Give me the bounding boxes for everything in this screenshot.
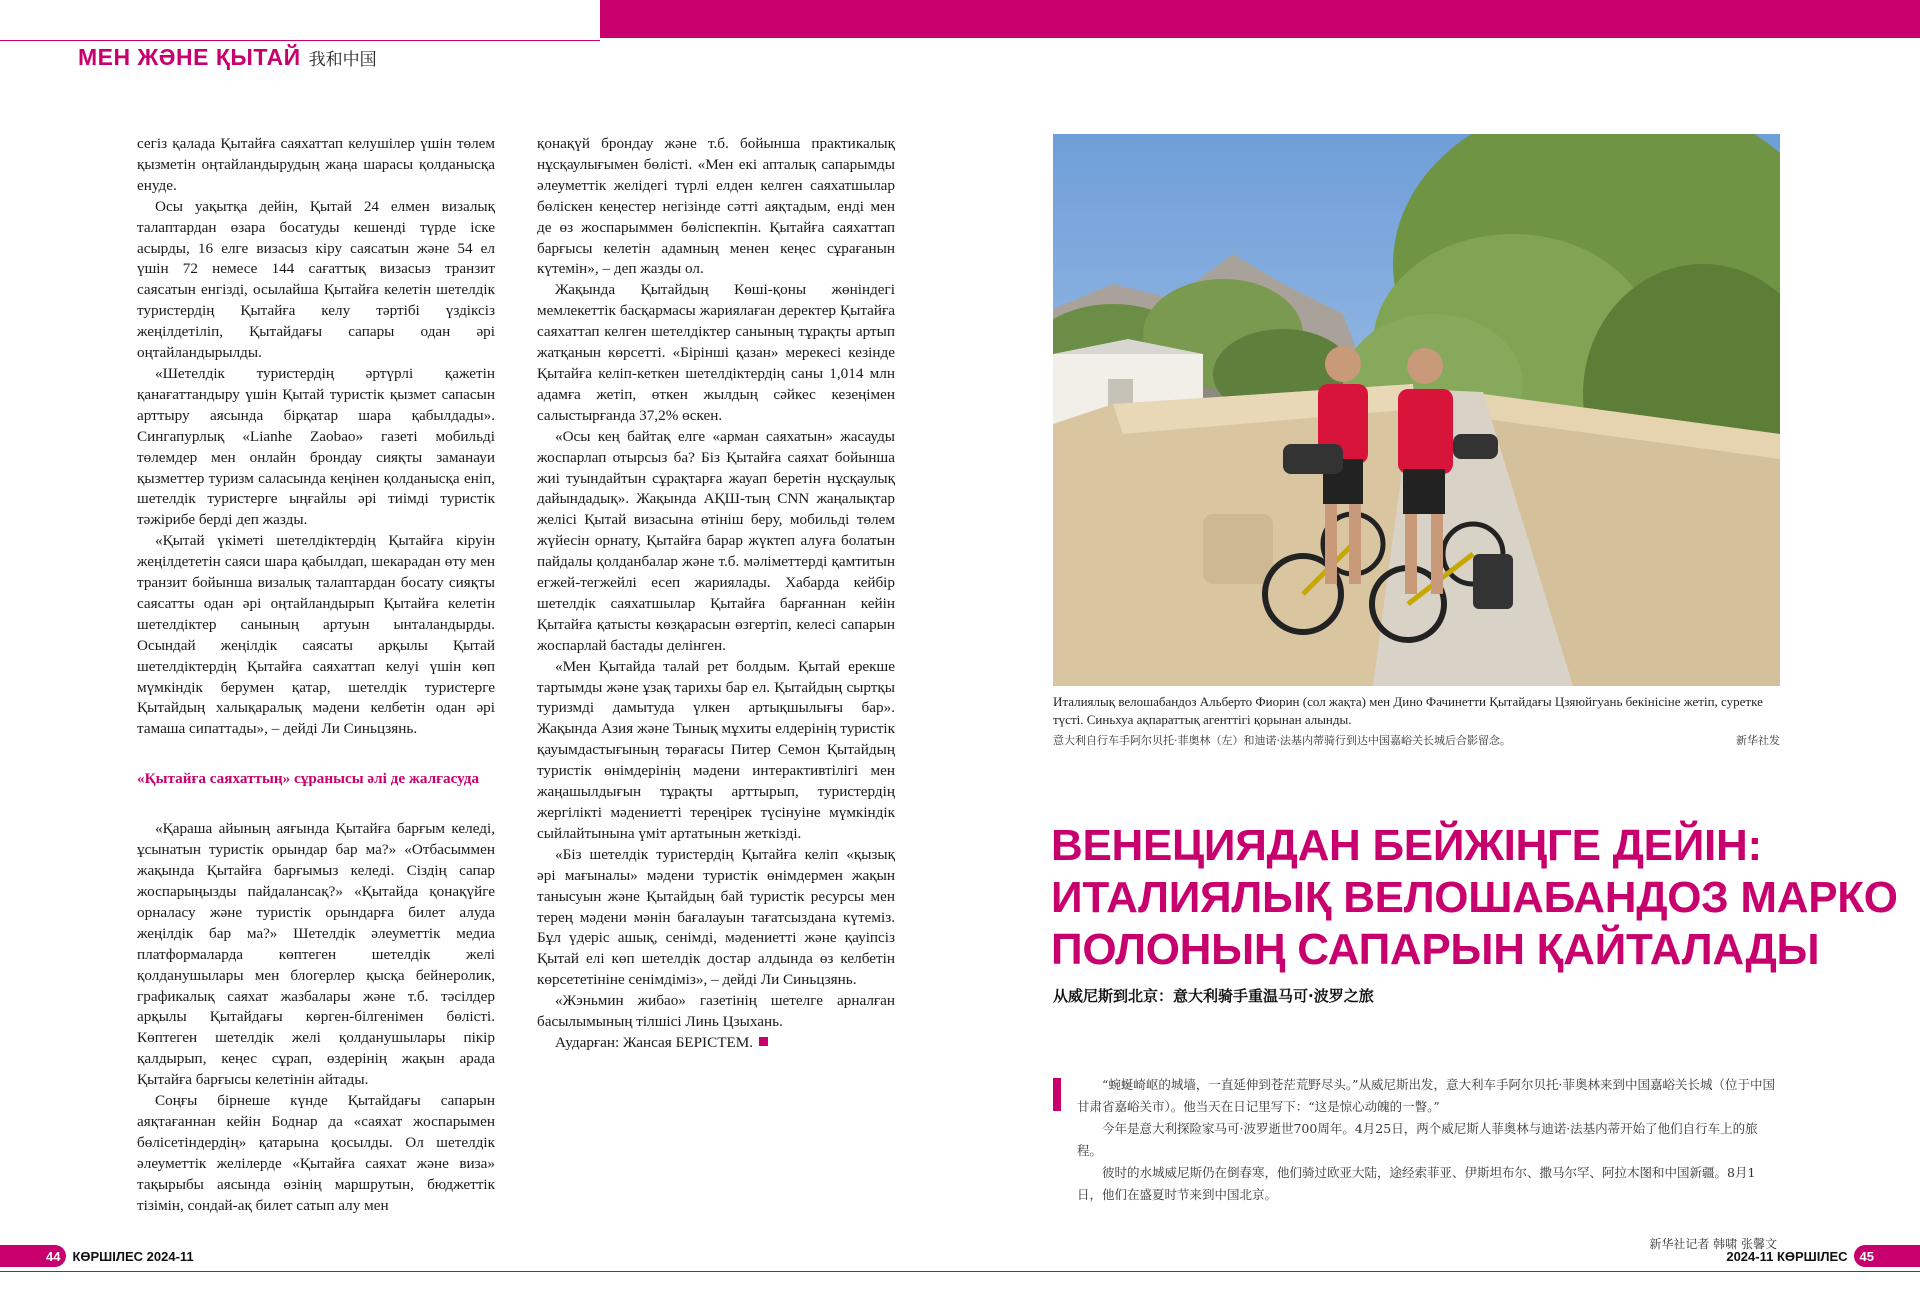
article-column-1	[137, 134, 495, 1217]
section-title-cn: 我和中国	[308, 50, 377, 70]
article-column-2	[537, 134, 895, 1054]
paragraph: қонақүй брондау және т.б. бойынша практикалық нұсқаулығымен бөлісті. «Мен екі апталық сапарымды әлеуметтік желідегі түрлі елден келген саяхатшылар бөліскен кеңестер негізінде сәтті аяқтадым, енді мен де өз жоспарыммен бөліспекпін. Қытайға саяхаттап барғысы келетін адамның менен кеңес сұрағанын күтемін», – деп жазды ол.	[537, 135, 895, 278]
paragraph: сегіз қалада Қытайға саяхаттап келушілер үшін төлем қызметін оңтайландырудың жаңа шарасы қолданысқа енуде.	[137, 135, 495, 194]
subheading: «Қытайға саяхаттың» сұранысы әлі де жалғасуда	[137, 770, 480, 788]
end-mark-icon	[759, 1037, 768, 1046]
cyclists-photo	[1053, 134, 1780, 686]
paragraph: «Шетелдік туристердің әртүрлі қажетін қанағаттандыру үшін Қытай туристік қызмет сапасын арттыру аясында бірқатар шара қабылдады». Сингапурлық «Lianhe Zaobao» газеті мобильді төлемдер мен онлайн брондау сияқты заманауи қызметтер туризм саласында кеңінен қолданысқа еніп, шетелдік туристерге ыңғайлы әрі тиімді туристік тәжірибе берді деп жазды.	[137, 364, 495, 529]
cn-paragraph: “蜿蜒崎岖的城墙，一直延伸到苍茫荒野尽头。”从威尼斯出发，意大利车手阿尔贝托·菲奥林来到中国嘉峪关长城（位于中国甘肃省嘉峪关市）。他当天在日记里写下：“这是惊心动魄的一瞥。”	[1077, 1077, 1776, 1114]
header-accent-bar	[600, 0, 1920, 38]
paragraph: «Қытай үкіметі шетелдіктердің Қытайға кіруін жеңілдететін саяси шара қабылдап, шекарадан өту мен транзит бойынша визалық талаптардан босату сияқты саясатты одан әрі оңтайландырып Қытайға келетін шетелдіктер санының артуын ынталандырды. Осындай жеңілдік саясаты арқылы Қытай шетелдіктердің Қытайға саяхаттап келуі үшін көп мүмкіндік берумен қатар, шетелдік туристерге Қытайдың халықаралық мәдени келбетін одан әрі тамаша сипаттады», – дейді Ли Синьцзянь.	[137, 532, 495, 738]
caption-cn-text: 意大利自行车手阿尔贝托·菲奥林（左）和迪诺·法基内蒂骑行到达中国嘉峪关长城后合影留念。	[1053, 734, 1511, 747]
footer-rule-left	[0, 1271, 960, 1272]
cn-paragraph: 今年是意大利探险家马可·波罗逝世700周年。4月25日，两个威尼斯人菲奥林与迪诺·法基内蒂开始了他们自行车上的旅程。	[1077, 1121, 1758, 1158]
photo-caption-cn	[1053, 732, 1780, 748]
paragraph: Соңғы бірнеше күнде Қытайдағы сапарын аяқтағаннан кейін Боднар да «саяхат жоспарымен бөлісетіндердің» қатарына қосылды. Ол шетелдік әлеуметтік желілерде «Қытайға саяхат және виза» тақырыбы аясында өзінің маршрутын, бюджеттік тізімін, сондай-ақ билет сатып алу мен	[137, 1092, 495, 1214]
section-title	[78, 44, 377, 71]
headline-subtitle-cn: 从威尼斯到北京：意大利骑手重温马可·波罗之旅	[1053, 987, 1374, 1005]
paragraph: «Біз шетелдік туристердің Қытайға келіп «қызық әрі мағыналы» мәдени туристік өнімдермен жақын танысуын және Қытайдың бай туристік ресурсы мен терең мәдени мәнін бағалауын тағатсыздана күтеміз. Бұл үдеріс ашық, сенімді, мәдениетті және қауіпсіз Қытай елі көп шетелдік достар алдында өз келбетін көрсететініне сенімдіміз», – дейді Ли Синьцзянь.	[537, 845, 895, 989]
footer-right	[1720, 1245, 1920, 1267]
paragraph: Жақында Қытайдың Көші-қоны жөніндегі мемлекеттік басқармасы жариялаған деректер Қытайға саяхаттап келген шетелдіктер санының тұрақты артып жатқанын көрсетті. «Бірінші қазан» мерекесі кезінде Қытайға келіп-кеткен шетелдіктердің саны 1,014 млн адамға жетіп, өткен жылдың сәйкес кезеңімен салыстырғанда 37,2% өскен.	[537, 281, 895, 424]
article-headline	[1051, 820, 1898, 976]
headline-line: ВЕНЕЦИЯДАН БЕЙЖІҢГЕ ДЕЙІН:	[1051, 821, 1762, 870]
page-number-right: 45	[1854, 1245, 1920, 1267]
photo-credit: 新华社发	[1736, 734, 1780, 747]
page-number-left: 44	[0, 1245, 66, 1267]
headline-line: ИТАЛИЯЛЫҚ ВЕЛОШАБАНДОЗ МАРКО	[1051, 873, 1898, 922]
paragraph: «Осы кең байтақ елге «арман саяхатын» жасауды жоспарлап отырсыз ба? Біз Қытайға саяхат бойынша жиі туындайтын сұрақтарға жауап беретін нұсқаулық дайындадық». Жақында АҚШ-тың CNN жаңалықтар желісі Қытай визасына өтініш беру, мобильді төлем жүйесін орнату, Қытайға барар жүктеп алуға болатын пайдалы қолданбалар және т.б. мәліметтерді қамтитын егжей-тегжейлі есеп жариялады. Хабарда кейбір шетелдік саяхатшылар Қытайға барғаннан кейін Қытайға қатысты көзқарасын өзгертіп, келесі сапарын жоспарлай бастады делінген.	[537, 427, 895, 654]
paragraph: «Жэньмин жибао» газетінің шетелге арналған басылымының тілшісі Линь Цзыхань.	[537, 992, 895, 1031]
footer-left-text: КӨРШІЛЕС 2024-11	[72, 1248, 194, 1264]
footer-right-text: 2024-11 КӨРШІЛЕС	[1726, 1248, 1848, 1264]
translator-text: Аударған: Жансая БЕРІСТЕМ.	[555, 1033, 754, 1051]
section-title-kz: МЕН ЖӘНЕ ҚЫТАЙ	[78, 44, 301, 70]
paragraph: «Мен Қытайда талай рет болдым. Қытай ерекше тартымды және ұзақ тарихы бар ел. Қытайдың сыртқы туризмді дамытуда үлкен артықшылығы бар». Жақында Азия және Тынық мұхиты елдерінің туристік қауымдастығының төрағасы Питер Семон Қытайдың туристік өнімдерінің мәдени интерактивтілігі мен жаңашылдығын тұрақты арттырып, туристердің жергілікті мәдениетті тереңірек түсінуіне мүмкіндік сыйлайтынына үміт артатынын жеткізді.	[537, 657, 895, 842]
cn-article-body	[1077, 1074, 1777, 1206]
paragraph: «Қараша айының аяғында Қытайға барғым келеді, ұсынатын туристік орындар бар ма?» «Отбасыммен жақында Қытайға барғымыз келеді. Сіздің сапар жоспарыңызды пайдалансақ?» «Қытайда қонақүйге орналасу және туристік орындарға билет алуда жеңілдік бар ма?» Шетелдік әлеуметтік медиа платформаларда көптеген шетелдік желі қолданушылары мен блогерлер қысқа бейнеролик, графикалық саяхат жазбалары және т.б. тәсілдер арқылы Қытайдағы көрген-білгенімен бөлісті. Көптеген шетелдік желі қолданушылары пікір қалдырып, кеңес сұрап, өздерінің жақын арада Қытайға барғысы келетінін айтады.	[137, 820, 495, 1089]
footer-rule-right	[960, 1271, 1920, 1272]
footer-left	[0, 1245, 200, 1267]
translator-credit	[537, 1033, 895, 1054]
cn-paragraph: 彼时的水城威尼斯仍在倒春寒，他们骑过欧亚大陆，途经索菲亚、伊斯坦布尔、撒马尔罕、阿拉木图和中国新疆。8月1日，他们在盛夏时节来到中国北京。	[1077, 1165, 1756, 1202]
cn-byline: 新华社记者 韩啸 张馨文	[1649, 1237, 1777, 1251]
photo-caption: Италиялық велошабандоз Альберто Фиорин (сол жақта) мен Дино Фачинетти Қытайдағы Цзяюйгуань бекінісіне жетіп, суретке түсті. Синьхуа ақпараттық агенттігі қорынан алынды.	[1053, 694, 1763, 727]
paragraph: Осы уақытқа дейін, Қытай 24 елмен визалық талаптардан өзара босатуды кешенді түрде іске асырды, 16 елге визасыз кіру саясатын және 54 ел үшін 72 немесе 144 сағаттық визасыз транзит саясатын енгізді, осылайша Қытайға келетін шетелдік туристердің Қытайға келу тәртібі үздіксіз жеңілдетіліп, Қытайдағы сапары одан әрі оңтайландырылды.	[137, 197, 495, 362]
header-rule	[0, 40, 600, 41]
headline-line: ПОЛОНЫҢ САПАРЫН ҚАЙТАЛАДЫ	[1051, 925, 1820, 974]
cn-article-accent-bar	[1053, 1078, 1061, 1111]
